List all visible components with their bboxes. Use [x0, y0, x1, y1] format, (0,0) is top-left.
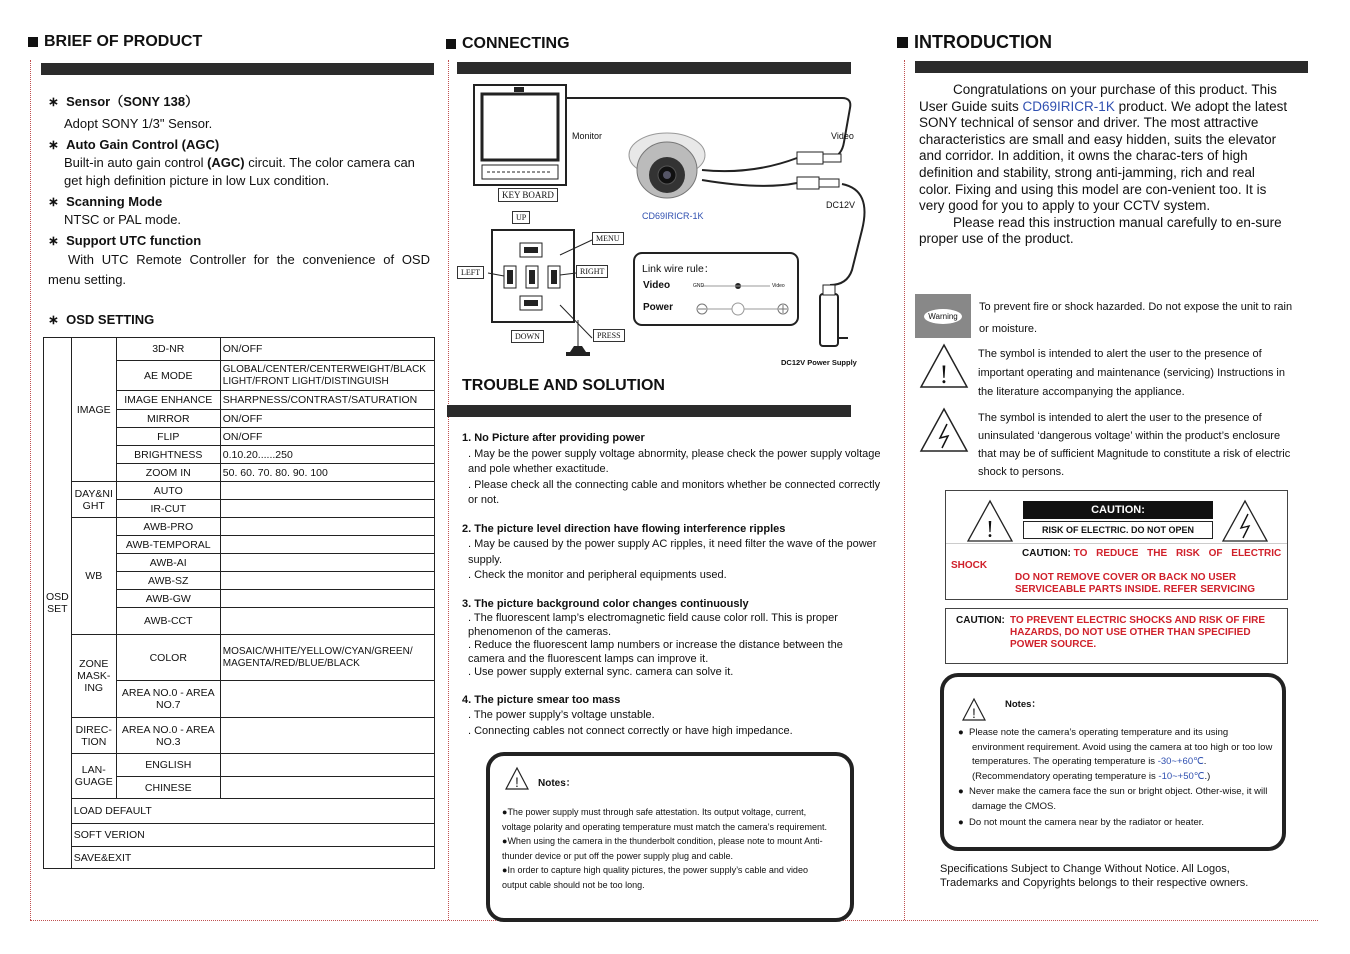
intro-model: CD69IRICR-1K [1022, 98, 1115, 114]
caution-label: CAUTION: TO REDUCE THE RISK OF ELECTRIC [1022, 548, 1282, 559]
video-label: Video [831, 131, 854, 141]
lightning-triangle-icon [1221, 499, 1269, 543]
dc12v-label: DC12V [826, 200, 856, 210]
square-bullet-icon [897, 37, 908, 48]
dome-camera-icon [629, 133, 705, 198]
brief-title: BRIEF OF PRODUCT [28, 33, 202, 51]
osd-save-exit: SAVE&EXIT [71, 847, 434, 869]
caution-shock: SHOCK [951, 560, 988, 571]
brief-item-agc: ∗ Auto Gain Control (AGC) Built-in auto gain control (AGC) circuit. The color camera can get high definition picture in low Lux condition. [48, 137, 415, 188]
link-video-label: Video [643, 280, 671, 291]
svg-text:!: ! [939, 360, 949, 389]
keyboard-pad-icon [492, 230, 574, 322]
osd-group-zone: ZONE MASK-ING [71, 635, 116, 718]
trouble-notes-list: ●The power supply must through safe attestation. Its output voltage, current, voltage polarity and operating temperature must match the camera’s requirement. ●When using the camera in the thunderbolt condition, please note to mount Anti-thunder device or put off the power supply plug and cable. ●In order to capture high quality pictures, the power supply’s cable and video output cable should not be too long. [502, 807, 828, 890]
caution-red-text: DO NOT REMOVE COVER OR BACK NO USER SERVICEABLE PARTS INSIDE. REFER SERVICING [1015, 572, 1256, 595]
key-left-label: LEFT [457, 266, 484, 279]
osd-group-direction: DIREC-TION [71, 718, 116, 754]
key-menu-label: MENU [592, 232, 624, 245]
svg-text:!: ! [515, 774, 519, 790]
trouble-list [462, 431, 882, 739]
link-power-label: Power [643, 302, 674, 313]
column-divider-2 [904, 60, 905, 920]
keyboard-label: KEY BOARD [498, 188, 558, 202]
footer-text: Specifications Subject to Change Without Notice. All Logos, Trademarks and Copyrights belongs to their respective owners. [940, 863, 1249, 889]
key-down-label: DOWN [511, 330, 544, 343]
osd-group-wb: WB [71, 518, 116, 635]
osd-group-language: LAN-GUAGE [71, 754, 116, 799]
warning-triangle-icon [961, 697, 987, 723]
svg-text:!: ! [986, 517, 994, 543]
caution-divider [946, 543, 1287, 544]
caution-box [945, 490, 1288, 600]
symbol1-text: The symbol is intended to alert the user to the presence of important operating and maintenance (servicing) Instructions in the literature accompanying the appliance. [978, 348, 1285, 398]
connecting-title: CONNECTING [446, 35, 570, 53]
connection-diagram [452, 80, 872, 370]
intro-notes-box: ! Notes： ● Please note the camera’s operating temperature and its using environment requirement. Avoid using the camera at too high or too low temperatures. The operating temperature is -30~+60℃. (Recommendatory operating temperature is -10~+50℃.) ● Never make the camera face the sun or bright object. Other-wise, it will damage the CMOS. ● Do not mount the camera near by the radiator or heater. [940, 673, 1286, 851]
osd-soft-version: SOFT VERION [71, 824, 434, 847]
brief-item-scanning: ∗ Scanning Mode NTSC or PAL mode. [48, 194, 182, 227]
camera-model-label: CD69IRICR-1K [642, 211, 704, 221]
intro-title: INTRODUCTION [897, 32, 1052, 53]
brief-list [48, 93, 430, 290]
osd-root: OSD SET [44, 338, 72, 869]
square-bullet-icon [446, 39, 456, 49]
power-supply-icon [820, 285, 848, 346]
video-plug-icon [797, 152, 841, 189]
key-right-label: RIGHT [576, 265, 608, 278]
brief-bar [41, 63, 434, 75]
square-bullet-icon [28, 37, 38, 47]
warning-text: To prevent fire or shock hazarded. Do not expose the unit to rain or moisture. [979, 301, 1293, 335]
osd-table: OSD SET IMAGE 3D-NR ON/OFF AE MODE GLOBAL/CENTER/CENTERWEIGHT/BLACK LIGHT/FRONT LIGHT/DISTINGUISH IMAGE ENHANCE SHARPNESS/CONTRAST/SATURATION MIRROR ON/OFF FLIP ON/OFF BRIGHTNESS 0.10.20......250 ZOOM IN 50. 60. 70. 80. 90. 100 DAY&NI GHT AUTO IR-CUT WB AWB-PRO AWB-TEMPORAL AWB-AI AWB-SZ AWB-GW AWB-CCT ZONE MASK-ING COLOR MOSAIC/WHITE/YELLOW/CYAN/GREEN/ MAGENTA/RED/BLUE/BLACK AREA NO.0 - AREA NO.7 DIREC-TION AREA NO.0 - AREA NO.3 LAN-GUAGE ENGLISH CHINESE LOAD DEFAULT SOFT VERION SAVE&EXIT [43, 337, 435, 869]
power-supply-label: DC12V Power Supply [781, 358, 857, 367]
monitor-icon [474, 85, 566, 185]
brief-item-sensor: ∗ Sensor（SONY 138） Adopt SONY 1/3" Sensor. [48, 94, 213, 131]
trouble-title: TROUBLE AND SOLUTION [462, 377, 665, 394]
trouble-item: 4. The picture smear too mass . The power supply’s voltage unstable. . Connecting cables not connect correctly or have high impedance. [462, 693, 793, 737]
caution-subheader: RISK OF ELECTRIC. DO NOT OPEN [1023, 521, 1213, 539]
trouble-notes-box: ! Notes： ●The power supply must through safe attestation. Its output voltage, current, voltage polarity and operating temperature must match the camera’s requirement. ●When using the camera in the thunderbolt condition, please note to mount Anti-thunder device or put off the power supply plug and cable. ●In order to capture high quality pictures, the power supply’s cable and video output cable should not be too long. [486, 752, 854, 922]
left-margin-line [30, 60, 31, 920]
osd-setting-title: ∗ OSD SETTING [48, 312, 155, 327]
intro-notes-list: ● Please note the camera’s operating temperature and its using environment requirement. Avoid using the camera at too high or too low temperatures. The operating temperature is -30~+60℃. (Recommendatory operating temperature is -10~+50℃.) ● Never make the camera face the sun or bright object. Other-wise, it will damage the CMOS. ● Do not mount the camera near by the radiator or heater. [958, 727, 1273, 828]
caution-box-2: CAUTION: TO PREVENT ELECTRIC SHOCKS AND RISK OF FIRE HAZARDS, DO NOT USE OTHER THAN SPECIFIED POWER SOURCE. [945, 608, 1288, 664]
trouble-item: 3. The picture background color changes continuously . The fluorescent lamp’s electromagnetic field cause color roll. This is proper phenomenon of the cameras. . Reduce the fluorescent lamp numbers or increase the distance between the camera and the fluorescent lamps can improve it. . Use power supply external sync. camera can solve it. [462, 597, 843, 678]
monitor-label: Monitor [572, 131, 603, 141]
connecting-bar [457, 62, 851, 74]
key-up-label: UP [512, 211, 530, 224]
osd-group-image: IMAGE [71, 338, 116, 482]
exclamation-triangle-icon [918, 342, 970, 390]
link-rule-label: Link wire rule： [642, 263, 715, 275]
trouble-bar [447, 405, 851, 417]
trouble-item: 2. The picture level direction have flowing interference ripples . May be caused by the power supply AC ripples, it need filter the wave of the power supply. . Check the monitor and peripheral equipments used. [462, 522, 877, 581]
intro-text: Congratulations on your purchase of this product. This User Guide suits CD69IRICR-1K product. We adopt the latest SONY technical of sensor and driver. The most attractive characteristics are small and easy hidden, suits the elevator and corridor. In addition, it owns the charac-ters of high definition and stability, strong anti-jamming, rich and real color. Fixing and using this model are con-venient too. It is very good for you to apply to your CCTV system. Please read this instruction manual carefully to en-sure proper use of the product. [919, 82, 1288, 247]
osd-group-daynight: DAY&NI GHT [71, 482, 116, 518]
brief-item-utc: ∗ Support UTC function With UTC Remote Controller for the convenience of OSD menu setting. [48, 233, 430, 287]
warning-badge: Warning [915, 294, 971, 338]
gnd-label: GND [693, 283, 705, 289]
caution-header: CAUTION: [1023, 501, 1213, 519]
intro-bar [915, 61, 1308, 73]
warning-triangle-icon [504, 766, 530, 792]
osd-load-default: LOAD DEFAULT [71, 799, 434, 824]
symbol2-text: The symbol is intended to alert the user to the presence of uninsulated ‘dangerous voltage’ within the product’s enclosure that may be of sufficient Magnitude to constitute a risk of electric shock to persons. [978, 412, 1291, 478]
lightning-triangle-icon [918, 406, 970, 454]
trouble-item: 1. No Picture after providing power . May be the power supply voltage abnormity, please check the power supply voltage and pole whether exactitude. . Please check all the connecting cable and monitors whether be connected correctly or not. [462, 432, 881, 506]
svg-text:!: ! [972, 705, 976, 721]
column-divider-1 [448, 60, 449, 920]
exclamation-triangle-icon [966, 499, 1014, 543]
key-press-label: PRESS [593, 329, 625, 342]
video-small-label: Video [772, 283, 785, 289]
